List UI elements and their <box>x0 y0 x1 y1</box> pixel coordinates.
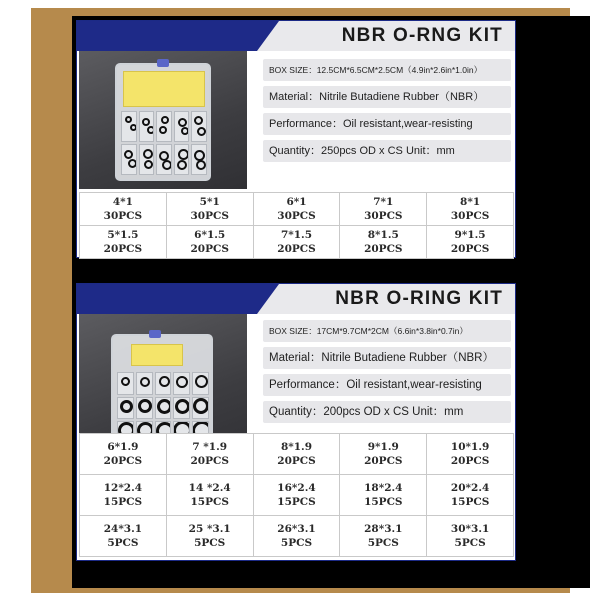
product-photo <box>79 51 247 189</box>
size-cell <box>253 515 341 557</box>
qty-label: 15PCS <box>103 496 143 508</box>
size-cell <box>79 474 167 516</box>
qty-label: 30PCS <box>364 210 403 222</box>
size-cell <box>339 474 427 516</box>
label-card <box>131 344 183 366</box>
spec-box-size: BOX SIZE：17CM*9.7CM*2CM（6.6in*3.8in*0.7in） <box>263 320 511 342</box>
qty-label: 5PCS <box>107 537 139 549</box>
size-label: 7 *1.9 <box>192 441 228 453</box>
size-cell <box>426 433 514 475</box>
size-cell <box>339 225 427 259</box>
qty-label: 5PCS <box>194 537 226 549</box>
size-label: 9*1.9 <box>367 441 399 453</box>
qty-label: 30PCS <box>450 210 490 222</box>
qty-label: 30PCS <box>103 210 143 222</box>
size-cell <box>166 515 254 557</box>
size-cell <box>339 433 427 475</box>
spec-performance: Performance：Oil resistant,wear-resisting <box>263 113 511 135</box>
size-cell <box>253 474 341 516</box>
size-cell <box>79 433 167 475</box>
size-cell <box>79 192 167 226</box>
size-label: 5*1 <box>199 196 220 208</box>
size-label: 6*1 <box>286 196 307 208</box>
spec-quantity: Quantity：250pcs OD x CS Unit：mm <box>263 140 511 162</box>
size-cell <box>166 474 254 516</box>
size-label: 6*1.5 <box>194 229 226 241</box>
qty-label: 20PCS <box>190 455 229 467</box>
qty-label: 20PCS <box>364 243 403 255</box>
size-label: 25 *3.1 <box>188 523 231 535</box>
size-cell <box>166 225 254 259</box>
size-label: 7*1 <box>373 196 394 208</box>
spec-quantity: Quantity：200pcs OD x CS Unit：mm <box>263 401 511 423</box>
size-cell <box>339 515 427 557</box>
size-label: 8*1.5 <box>367 229 399 241</box>
size-cell <box>166 192 254 226</box>
qty-label: 20PCS <box>450 455 490 467</box>
kit-panel-200 <box>76 283 516 561</box>
qty-label: 20PCS <box>364 455 403 467</box>
spec-material: Material：Nitrile Butadiene Rubber（NBR） <box>263 347 511 369</box>
size-cell <box>79 515 167 557</box>
spec-performance: Performance：Oil resistant,wear-resisting <box>263 374 511 396</box>
qty-label: 15PCS <box>364 496 403 508</box>
box-latch <box>149 330 161 338</box>
qty-label: 5PCS <box>454 537 486 549</box>
qty-label: 30PCS <box>277 210 316 222</box>
kit-title: NBR O-RNG KIT <box>341 25 503 46</box>
qty-label: 20PCS <box>277 243 316 255</box>
size-label: 4*1 <box>112 196 133 208</box>
qty-label: 15PCS <box>190 496 229 508</box>
box-latch <box>157 59 169 67</box>
qty-label: 5PCS <box>367 537 399 549</box>
size-label: 28*3.1 <box>364 523 403 535</box>
size-label: 12*2.4 <box>103 482 143 494</box>
qty-label: 20PCS <box>103 243 143 255</box>
qty-label: 20PCS <box>277 455 316 467</box>
size-label: 7*1.5 <box>280 229 313 241</box>
size-table <box>79 192 513 258</box>
kit-panel-250 <box>76 20 516 258</box>
size-label: 16*2.4 <box>277 482 316 494</box>
size-table <box>79 433 513 556</box>
size-label: 24*3.1 <box>103 523 143 535</box>
qty-label: 20PCS <box>450 243 490 255</box>
size-label: 8*1.9 <box>280 441 313 453</box>
kit-title: NBR O-RING KIT <box>335 288 503 309</box>
compartments <box>121 111 207 175</box>
size-label: 8*1 <box>460 196 481 208</box>
qty-label: 5PCS <box>280 537 313 549</box>
size-label: 14 *2.4 <box>188 482 231 494</box>
qty-label: 20PCS <box>103 455 143 467</box>
size-label: 9*1.5 <box>454 229 486 241</box>
size-label: 6*1.9 <box>107 441 139 453</box>
size-cell <box>426 515 514 557</box>
storage-box <box>115 63 211 181</box>
panel-header <box>77 21 515 51</box>
size-cell <box>253 433 341 475</box>
qty-label: 20PCS <box>190 243 229 255</box>
spec-material: Material：Nitrile Butadiene Rubber（NBR） <box>263 86 511 108</box>
panel-header <box>77 284 515 314</box>
size-cell <box>253 192 341 226</box>
size-cell <box>426 192 514 226</box>
size-cell <box>426 474 514 516</box>
size-label: 18*2.4 <box>364 482 403 494</box>
qty-label: 15PCS <box>450 496 490 508</box>
label-card <box>123 71 205 107</box>
size-label: 5*1.5 <box>107 229 139 241</box>
size-label: 20*2.4 <box>450 482 490 494</box>
spec-box-size: BOX SIZE：12.5CM*6.5CM*2.5CM（4.9in*2.6in*1.0in） <box>263 59 511 81</box>
qty-label: 30PCS <box>190 210 229 222</box>
size-label: 26*3.1 <box>277 523 316 535</box>
size-cell <box>253 225 341 259</box>
size-cell <box>166 433 254 475</box>
size-cell <box>426 225 514 259</box>
size-label: 10*1.9 <box>450 441 490 453</box>
size-cell <box>79 225 167 259</box>
size-label: 30*3.1 <box>450 523 490 535</box>
qty-label: 15PCS <box>277 496 316 508</box>
size-cell <box>339 192 427 226</box>
